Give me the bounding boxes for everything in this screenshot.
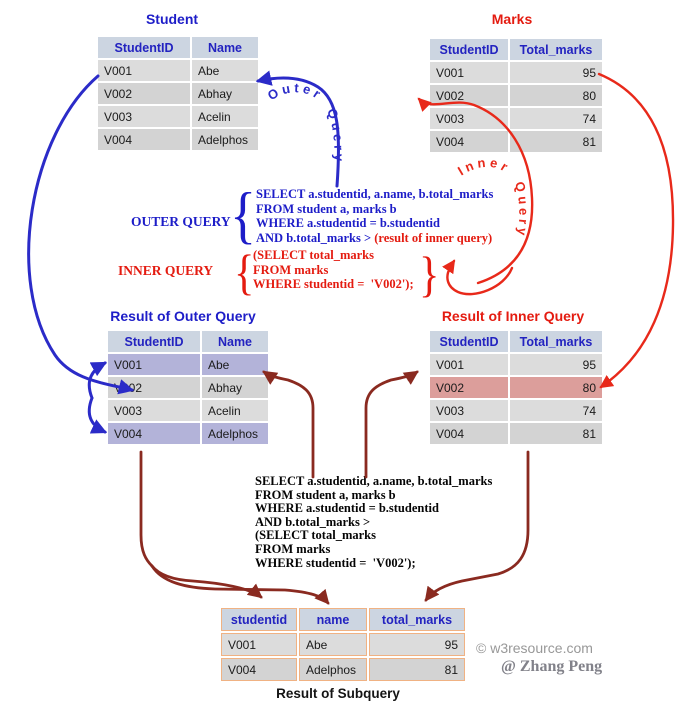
cell: V001 (430, 354, 508, 375)
column-header: StudentID (430, 331, 508, 352)
outer-brace: { (230, 179, 257, 250)
table-row (108, 377, 268, 398)
table-row (98, 129, 258, 150)
table-row (221, 658, 465, 681)
outer-result-title: Result of Outer Query (110, 308, 256, 324)
student-table (96, 35, 260, 152)
table-header-row (98, 37, 258, 58)
table-row (98, 106, 258, 127)
sql-line: FROM student a, marks b (255, 487, 396, 502)
sql-line: (SELECT total_marks (255, 528, 376, 543)
column-header: Total_marks (510, 331, 602, 352)
cell: V002 (430, 377, 508, 398)
arrow-outer-result-stem (141, 452, 152, 566)
cell: 81 (510, 423, 602, 444)
cell: 95 (510, 62, 602, 83)
cell: V002 (98, 83, 190, 104)
table-header-row (108, 331, 268, 352)
cell: Adelphos (299, 658, 367, 681)
table-row (430, 85, 602, 106)
table-header-row (221, 608, 465, 631)
arrow-marks-to-inner-result (599, 74, 673, 387)
arrow-sql-to-outer-result (264, 372, 313, 477)
table-row (108, 400, 268, 421)
column-header: total_marks (369, 608, 465, 631)
cell: 95 (510, 354, 602, 375)
arrow-outer-query-to-student (258, 78, 339, 186)
cell: V001 (98, 60, 190, 81)
table-header-row (430, 39, 602, 60)
table-row-highlighted (108, 354, 268, 375)
cell: 74 (510, 400, 602, 421)
column-header: Name (202, 331, 268, 352)
sql-line: WHERE studentid = 'V002'); (253, 277, 414, 292)
cell: V001 (108, 354, 200, 375)
column-header: Total_marks (510, 39, 602, 60)
table-row (98, 60, 258, 81)
cell: 80 (510, 377, 602, 398)
cell: 80 (510, 85, 602, 106)
sql-line: AND b.total_marks > (255, 514, 371, 529)
cell: V001 (430, 62, 508, 83)
cell: 74 (510, 108, 602, 129)
watermark-site: © w3resource.com (476, 640, 593, 656)
arrow-to-row-v001 (89, 363, 105, 398)
table-row (430, 62, 602, 83)
column-header: StudentID (108, 331, 200, 352)
outer-query-curve-text: Outer Query (264, 80, 347, 165)
inner-brace-close: } (419, 246, 440, 302)
sql-line: WHERE studentid = 'V002'); (255, 555, 416, 570)
table-row (430, 354, 602, 375)
table-row (430, 400, 602, 421)
cell: Adelphos (202, 423, 268, 444)
cell: Abe (299, 633, 367, 656)
column-header: studentid (221, 608, 297, 631)
column-header: Name (192, 37, 258, 58)
cell: Abe (192, 60, 258, 81)
table-row-highlighted (430, 377, 602, 398)
table-header-row (430, 331, 602, 352)
table-row-highlighted (108, 423, 268, 444)
cell: V001 (221, 633, 297, 656)
cell: 81 (510, 131, 602, 152)
cell: V004 (98, 129, 190, 150)
cell: V003 (430, 108, 508, 129)
outer-query-sql (256, 187, 493, 245)
table-row (430, 423, 602, 444)
arrow-to-studentid-column (152, 566, 261, 597)
sql-fragment: AND b.total_marks > (256, 230, 375, 245)
outer-result-table (106, 329, 270, 446)
cell: Acelin (192, 106, 258, 127)
cell: V003 (430, 400, 508, 421)
table-row (98, 83, 258, 104)
sql-line: WHERE a.studentid = b.studentid (255, 501, 439, 516)
sql-line: SELECT a.studentid, a.name, b.total_marks (255, 474, 493, 488)
inner-query-sql (253, 248, 414, 292)
column-header: name (299, 608, 367, 631)
cell: Acelin (202, 400, 268, 421)
sql-line: WHERE a.studentid = b.studentid (256, 216, 440, 231)
cell: V002 (430, 85, 508, 106)
cell: V004 (221, 658, 297, 681)
sql-line: FROM marks (255, 541, 331, 556)
cell: V004 (430, 423, 508, 444)
cell: V003 (108, 400, 200, 421)
arrow-sql-to-inner-result (366, 372, 417, 477)
subquery-caption: Result of Subquery (276, 686, 400, 701)
sql-line: FROM marks (253, 262, 329, 277)
table-row (430, 131, 602, 152)
student-table-title: Student (145, 11, 199, 27)
inner-brace-open: { (234, 244, 255, 300)
arrow-to-name-column (152, 566, 328, 603)
inner-query-label: INNER QUERY (118, 263, 214, 278)
sql-fragment-result-of-inner-query: (result of inner query) (374, 230, 493, 245)
cell: V002 (108, 377, 200, 398)
cell: 95 (369, 633, 465, 656)
sql-line: SELECT a.studentid, a.name, b.total_marks (256, 187, 494, 201)
marks-table (428, 37, 604, 154)
inner-query-curve-text: Inner Query (454, 154, 532, 240)
arrow-loop-to-result-of-inner-query (447, 261, 512, 294)
table-row (221, 633, 465, 656)
cell: V004 (430, 131, 508, 152)
sql-line (256, 231, 493, 246)
cell: Abe (202, 354, 268, 375)
cell: V003 (98, 106, 190, 127)
subquery-result-table (219, 606, 467, 683)
full-sql-block (255, 475, 492, 570)
column-header: StudentID (430, 39, 508, 60)
table-row (430, 108, 602, 129)
cell: Adelphos (192, 129, 258, 150)
inner-result-table (428, 329, 604, 446)
cell: Abhay (192, 83, 258, 104)
cell: Abhay (202, 377, 268, 398)
outer-query-label: OUTER QUERY (131, 214, 231, 229)
arrow-to-row-v004 (89, 398, 105, 432)
watermark-author: @ Zhang Peng (501, 658, 603, 675)
cell: 81 (369, 658, 465, 681)
cell: V004 (108, 423, 200, 444)
sql-line: (SELECT total_marks (253, 248, 374, 262)
sql-line: FROM student a, marks b (256, 201, 397, 216)
column-header: StudentID (98, 37, 190, 58)
marks-table-title: Marks (491, 11, 533, 27)
inner-result-title: Result of Inner Query (441, 308, 585, 324)
